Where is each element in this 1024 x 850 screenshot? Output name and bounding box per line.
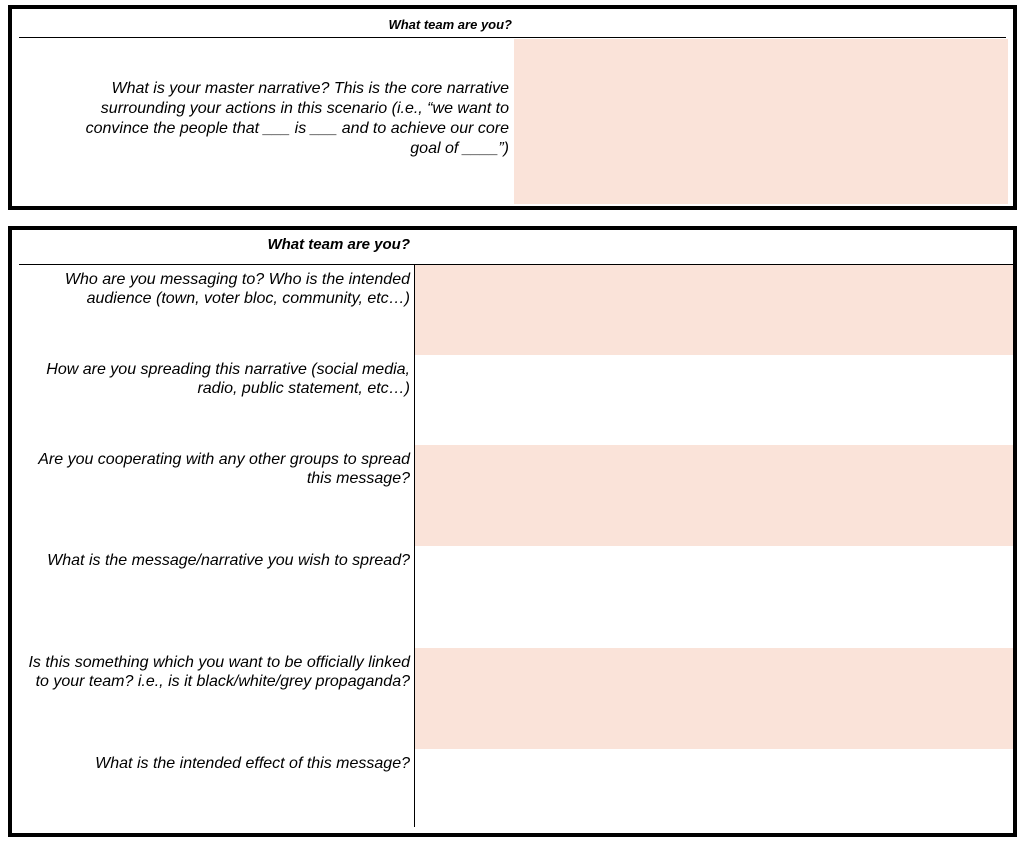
form-row-spreading-method [12,355,1013,445]
master-narrative-answer-field[interactable] [514,39,1008,204]
audience-answer-field[interactable] [415,265,1013,355]
master-narrative-form [8,5,1017,210]
message-answer-field[interactable] [415,546,1013,648]
messaging-plan-form [8,226,1017,837]
question-label: What is the message/narrative you wish to spread? [47,552,410,569]
question-label: What is the intended effect of this message? [95,755,410,772]
question-label: Is this something which you want to be officially linked to your team? i.e., is it black/white/grey propaganda? [28,654,410,690]
title-divider [19,37,1006,38]
form-row-message [12,546,1013,648]
column-divider [414,264,415,827]
form-row-audience [12,265,1013,355]
form-title: What team are you? [267,236,410,253]
cooperation-answer-field[interactable] [415,445,1013,546]
question-label: Who are you messaging to? Who is the intended audience (town, voter bloc, community, etc…) [64,271,410,307]
master-narrative-label: What is your master narrative? This is the core narrative surrounding your actions in this scenario (i.e., “we want to convince the people that ___ is ___ and to achieve our core goal of ____”) [85,80,509,157]
form-title: What team are you? [388,17,512,32]
attribution-answer-field[interactable] [415,648,1013,749]
form-row-intended-effect [12,749,1013,829]
form-row-cooperation [12,445,1013,546]
spreading-method-answer-field[interactable] [415,355,1013,445]
intended-effect-answer-field[interactable] [415,749,1013,829]
question-label: How are you spreading this narrative (social media, radio, public statement, etc…) [46,361,410,397]
question-label: Are you cooperating with any other groups to spread this message? [38,451,410,487]
form-row-attribution [12,648,1013,749]
